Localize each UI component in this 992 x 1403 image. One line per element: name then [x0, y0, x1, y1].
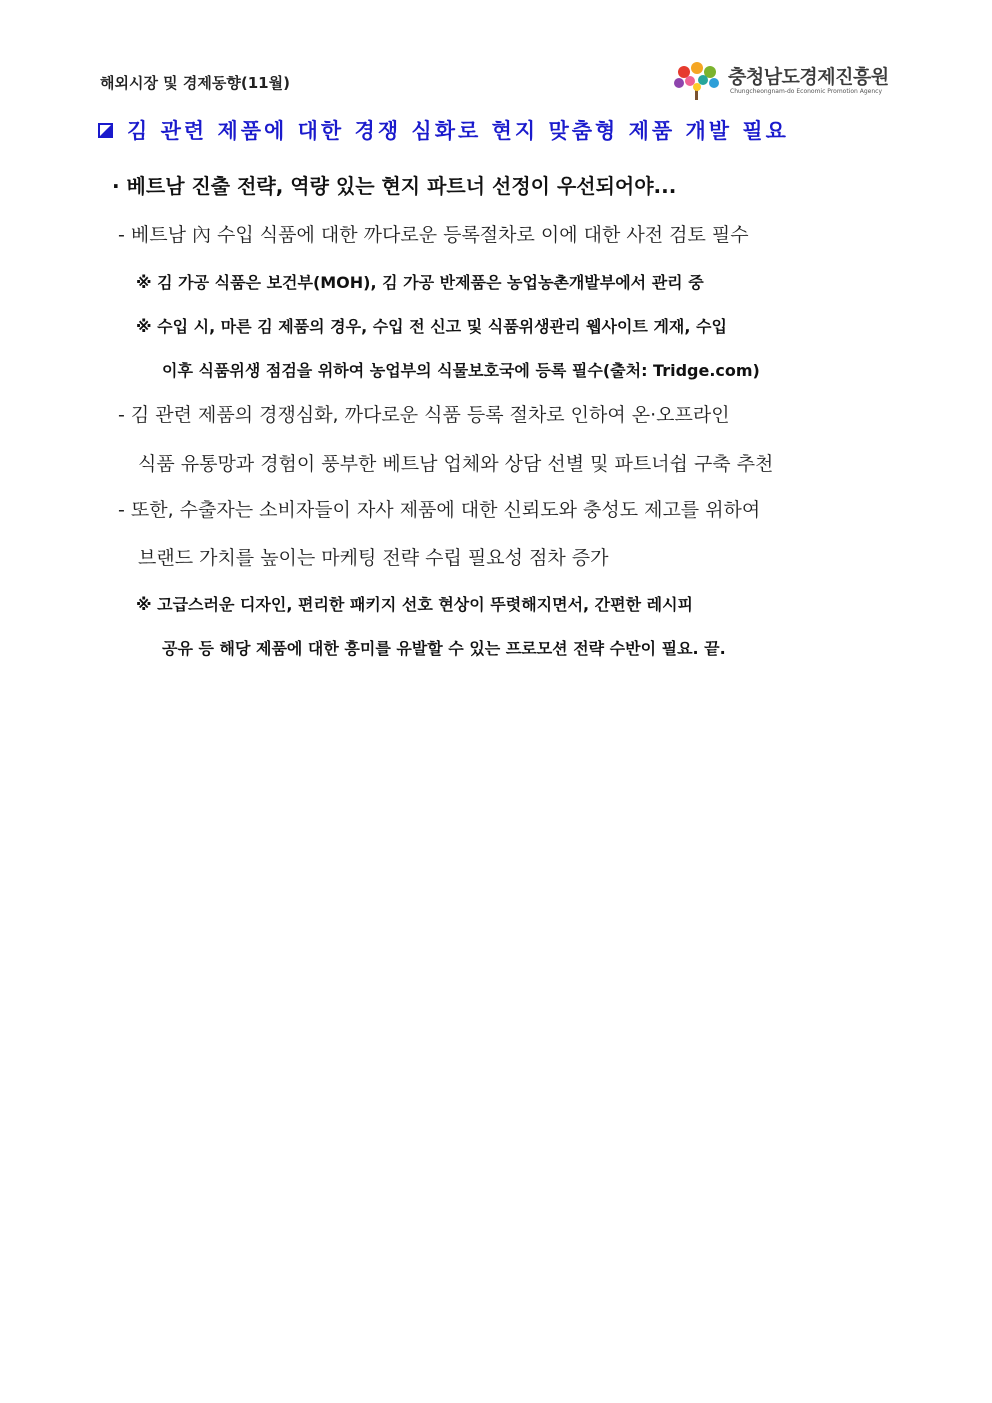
logo-subtitle: Chungcheongnam-do Economic Promotion Agency [730, 88, 883, 95]
section-title [98, 115, 898, 145]
agency-logo [670, 60, 900, 104]
note-item-2-line-2: 이후 식품위생 점검을 위하여 농업부의 식물보호국에 등록 필수(출처: Tridge.com) [162, 361, 760, 380]
dash-item-3-line-1: - 또한, 수출자는 소비자들이 자사 제품에 대한 신뢰도와 충성도 제고를 위하여 [118, 499, 761, 521]
note-item-3-line-2: 공유 등 해당 제품에 대한 흥미를 유발할 수 있는 프로모션 전략 수반이 필요. 끝. [162, 639, 726, 658]
note-item-2-line-1: ※ 수입 시, 마른 김 제품의 경우, 수입 전 신고 및 식품위생관리 웹사이트 게재, 수입 [136, 317, 727, 336]
logo-name: 충청남도경제진흥원 [728, 66, 889, 88]
document-header-title: 해외시장 및 경제동향(11월) [100, 74, 290, 92]
tree-logo-icon [670, 60, 724, 104]
note-item-3-line-1: ※ 고급스러운 디자인, 편리한 패키지 선호 현상이 뚜렷해지면서, 간편한 레시피 [136, 595, 693, 614]
bullet-heading: · 베트남 진출 전략, 역량 있는 현지 파트너 선정이 우선되어야... [112, 174, 677, 198]
section-title-text: 김 관련 제품에 대한 경쟁 심화로 현지 맞춤형 제품 개발 필요 [127, 119, 789, 143]
dash-item-2-line-1: - 김 관련 제품의 경쟁심화, 까다로운 식품 등록 절차로 인하여 온·오프라인 [118, 404, 730, 426]
square-marker-icon [98, 123, 113, 138]
dash-item-2-line-2: 식품 유통망과 경험이 풍부한 베트남 업체와 상담 선별 및 파트너쉽 구축 추천 [138, 453, 774, 475]
note-item-1: ※ 김 가공 식품은 보건부(MOH), 김 가공 반제품은 농업농촌개발부에서 관리 중 [136, 273, 704, 292]
dash-item-1: - 베트남 內 수입 식품에 대한 까다로운 등록절차로 이에 대한 사전 검토 필수 [118, 224, 749, 246]
dash-item-3-line-2: 브랜드 가치를 높이는 마케팅 전략 수립 필요성 점차 증가 [138, 547, 609, 569]
